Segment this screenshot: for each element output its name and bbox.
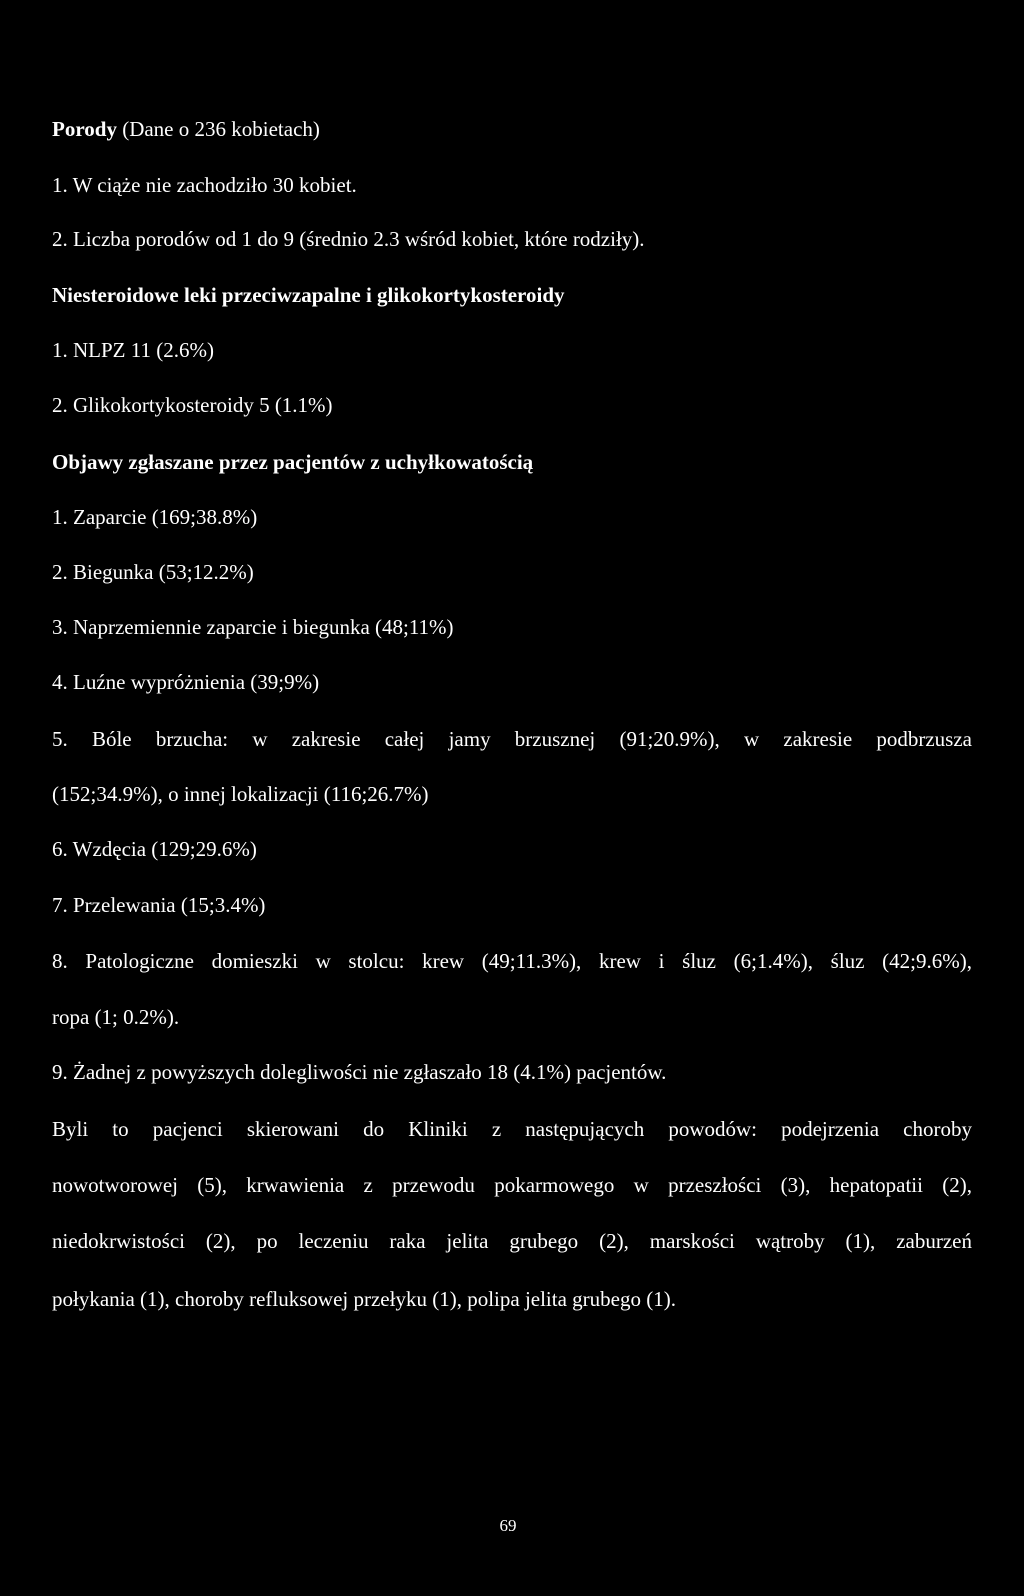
- list-item: 9. Żadnej z powyższych dolegliwości nie zgłaszało 18 (4.1%) pacjentów.: [52, 1060, 667, 1084]
- paragraph-line: połykania (1), choroby refluksowej przełyku (1), polipa jelita grubego (1).: [52, 1287, 676, 1311]
- list-item: 2. Glikokortykosteroidy 5 (1.1%): [52, 393, 333, 417]
- list-item: 6. Wzdęcia (129;29.6%): [52, 837, 257, 861]
- section-heading-objawy: Objawy zgłaszane przez pacjentów z uchyłkowatością: [52, 450, 534, 474]
- paragraph-line: niedokrwistości (2), po leczeniu raka jelita grubego (2), marskości wątroby (1), zaburzeń: [52, 1229, 972, 1253]
- list-item: 8. Patologiczne domieszki w stolcu: krew (49;11.3%), krew i śluz (6;1.4%), śluz (42;9.6%),: [52, 949, 972, 973]
- page-number: 69: [499, 1516, 517, 1535]
- list-item-continuation: ropa (1; 0.2%).: [52, 1005, 180, 1029]
- list-item: 1. NLPZ 11 (2.6%): [52, 338, 214, 362]
- list-item: 1. Zaparcie (169;38.8%): [52, 505, 258, 529]
- list-item: 2. Biegunka (53;12.2%): [52, 560, 254, 584]
- list-item-continuation: (152;34.9%), o innej lokalizacji (116;26.7%): [52, 782, 429, 806]
- section-heading-porody: [52, 116, 320, 142]
- list-item: 5. Bóle brzucha: w zakresie całej jamy brzusznej (91;20.9%), w zakresie podbrzusza: [52, 727, 972, 751]
- heading-rest-text: (Dane o 236 kobietach): [116, 117, 320, 141]
- list-item: 2. Liczba porodów od 1 do 9 (średnio 2.3 wśród kobiet, które rodziły).: [52, 227, 645, 251]
- list-item: 3. Naprzemiennie zaparcie i biegunka (48;11%): [52, 615, 454, 639]
- list-item: 7. Przelewania (15;3.4%): [52, 893, 266, 917]
- heading-bold-text: Porody: [52, 117, 117, 141]
- section-heading-nlpz: Niesteroidowe leki przeciwzapalne i glikokortykosteroidy: [52, 283, 565, 307]
- paragraph-line: Byli to pacjenci skierowani do Kliniki z następujących powodów: podejrzenia choroby: [52, 1117, 972, 1141]
- list-item: 4. Luźne wypróżnienia (39;9%): [52, 670, 320, 694]
- paragraph-line: nowotworowej (5), krwawienia z przewodu pokarmowego w przeszłości (3), hepatopatii (2),: [52, 1173, 972, 1197]
- list-item: 1. W ciąże nie zachodziło 30 kobiet.: [52, 173, 357, 197]
